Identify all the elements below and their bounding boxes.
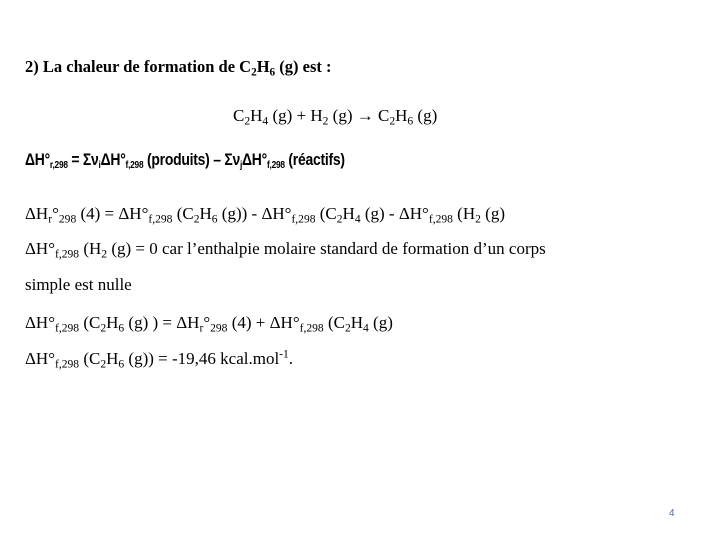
result-line: $\Delta H^\circ_{f,298}$ ($C_2H_6$ (g)) = -19,46 kcal.mol$^{-1}$. xyxy=(25,347,294,371)
ethane-enthalpy-line: $\Delta H^\circ_{f,298}$ ($C_2H_6$ (g) ) = $\Delta H_r^\circ_{298}$ $(4) + \Delta H^\circ_{f,298}$ ($C_2H_4$ (g) xyxy=(25,313,393,335)
section-heading: 2) La chaleur de formation de $C_2H_6$ (g) est : xyxy=(25,57,332,79)
enthalpy-equation-line: $\Delta H_r^\circ_{298}$ $(4) = \Delta H^\circ_{f,298}$ ($C_2H_6$ $(g)) - \Delta H^\circ_{f,298}$ ($C_2H_4$ $(g) - \Delta H^\circ_{f,298}$ ($H_2$ (g) xyxy=(25,204,505,226)
page-number: 4 xyxy=(669,508,675,519)
hess-law-formula: $\Delta H^\circ_{r,298} = \Sigma\nu_i\Delta H^\circ_{f,298}$ (produits) – $\Sigma\nu_j\Delta H^\circ_{f,298}$ (réactifs) xyxy=(25,150,345,172)
reaction-equation: $C_2H_4$ $(g) + H_2$ $(g) \to C_2H_6$ (g) xyxy=(233,106,438,128)
simple-body-line: simple est nulle xyxy=(25,275,132,294)
hydrogen-enthalpy-line: $\Delta H^\circ_{f,298}$ ($H_2$ (g) = 0 car l’enthalpie molaire standard de formation d’un corps xyxy=(25,239,546,261)
